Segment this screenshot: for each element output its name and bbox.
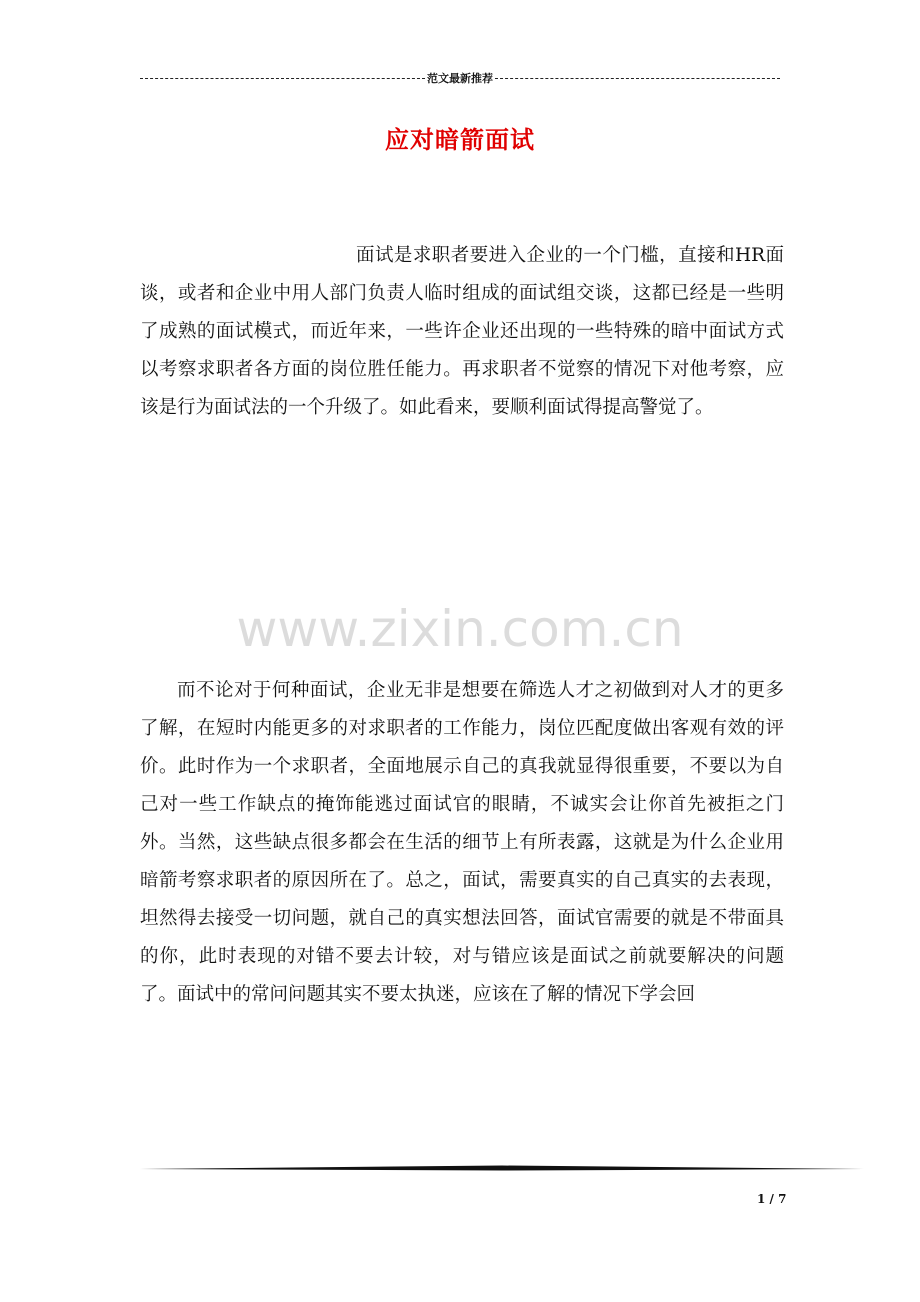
paragraph-body: 而不论对于何种面试，企业无非是想要在筛选人才之初做到对人才的更多了解，在短时内能更多的对求职者的工作能力，岗位匹配度做出客观有效的评价。此时作为一个求职者，全面地展示自己的真我就显得很重要，不要以为自己对一些工作缺点的掩饰能逃过面试官的眼睛，不诚实会让你首先被拒之门外。当然，这些缺点很多都会在生活的细节上有所表露，这就是为什么企业用暗箭考察求职者的原因所在了。总之，面试，需要真实的自己真实的去表现，坦然得去接受一切问题，就自己的真实想法回答，面试官需要的就是不带面具的你，此时表现的对错不要去计较，对与错应该是面试之前就要解决的问题了。面试中的常问问题其实不要太执迷，应该在了解的情况下学会回 — [140, 680, 784, 1005]
footer-divider — [140, 1164, 864, 1172]
header-text: 范文最新推荐 — [427, 72, 493, 85]
paragraph-intro: 面试是求职者要进入企业的一个门槛，直接和HR面谈，或者和企业中用人部门负责人临时组成的面试组交谈，这都已经是一些明了成熟的面试模式，而近年来，一些许企业还出现的一些特殊的暗中面试方式以考察求职者各方面的岗位胜任能力。再求职者不觉察的情况下对他考察，应该是行为面试法的一个升级了。如此看来，要顺利面试得提高警觉了。 — [140, 245, 784, 418]
page-header — [140, 70, 780, 86]
page-number: 1 / 7 — [757, 1192, 787, 1206]
header-dashes-right — [495, 78, 780, 79]
watermark: www.zixin.com.cn — [236, 600, 684, 658]
header-dashes-left — [140, 78, 425, 79]
document-title: 应对暗箭面试 — [385, 125, 535, 154]
